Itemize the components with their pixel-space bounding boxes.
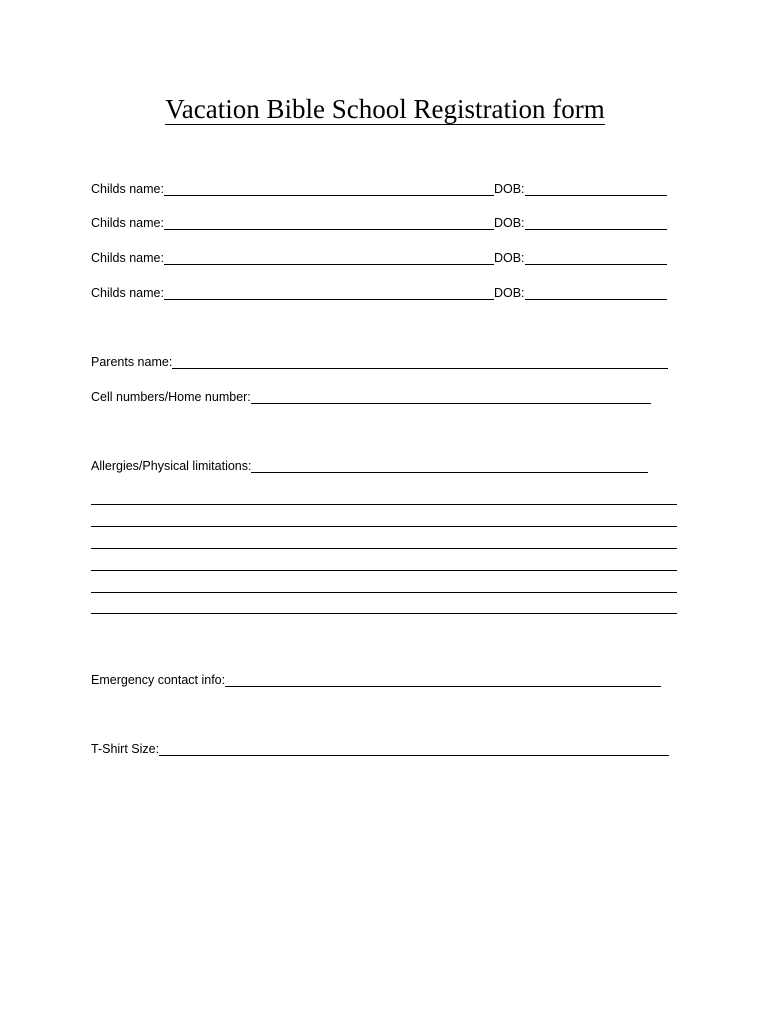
dob-label: DOB: bbox=[493, 251, 525, 265]
allergies-row bbox=[91, 455, 648, 473]
allergies-label: Allergies/Physical limitations: bbox=[91, 459, 252, 473]
dob-field-1[interactable] bbox=[525, 181, 667, 196]
emergency-label: Emergency contact info: bbox=[91, 673, 226, 687]
allergies-extra-line-4[interactable] bbox=[91, 570, 677, 571]
allergies-extra-line-5[interactable] bbox=[91, 592, 677, 593]
dob-field-2[interactable] bbox=[525, 215, 667, 230]
child-name-label: Childs name: bbox=[91, 182, 164, 196]
parents-name-label: Parents name: bbox=[91, 355, 173, 369]
child-row-2 bbox=[91, 212, 667, 230]
parents-name-field[interactable] bbox=[172, 354, 668, 369]
phone-field[interactable] bbox=[251, 389, 651, 404]
dob-label: DOB: bbox=[493, 216, 525, 230]
child-name-label: Childs name: bbox=[91, 216, 164, 230]
child-name-label: Childs name: bbox=[91, 251, 164, 265]
form-title bbox=[0, 92, 770, 126]
tshirt-size-field[interactable] bbox=[159, 741, 669, 756]
tshirt-label: T-Shirt Size: bbox=[91, 742, 160, 756]
phone-row bbox=[91, 386, 651, 404]
emergency-field[interactable] bbox=[225, 672, 661, 687]
child-name-field-2[interactable] bbox=[164, 215, 494, 230]
child-row-3 bbox=[91, 247, 667, 265]
phone-label: Cell numbers/Home number: bbox=[91, 390, 251, 404]
parents-row bbox=[91, 351, 668, 369]
form-title-text: Vacation Bible School Registration form bbox=[165, 94, 605, 124]
allergies-extra-line-2[interactable] bbox=[91, 526, 677, 527]
child-row-1 bbox=[91, 178, 667, 196]
allergies-field[interactable] bbox=[251, 458, 648, 473]
dob-label: DOB: bbox=[493, 286, 525, 300]
allergies-extra-line-6[interactable] bbox=[91, 613, 677, 614]
dob-field-4[interactable] bbox=[525, 285, 667, 300]
child-name-field-4[interactable] bbox=[164, 285, 494, 300]
child-row-4 bbox=[91, 282, 667, 300]
emergency-row bbox=[91, 669, 661, 687]
child-name-field-1[interactable] bbox=[164, 181, 494, 196]
allergies-extra-line-3[interactable] bbox=[91, 548, 677, 549]
dob-label: DOB: bbox=[493, 182, 525, 196]
child-name-label: Childs name: bbox=[91, 286, 164, 300]
tshirt-row bbox=[91, 738, 669, 756]
child-name-field-3[interactable] bbox=[164, 250, 494, 265]
dob-field-3[interactable] bbox=[525, 250, 667, 265]
allergies-extra-line-1[interactable] bbox=[91, 504, 677, 505]
